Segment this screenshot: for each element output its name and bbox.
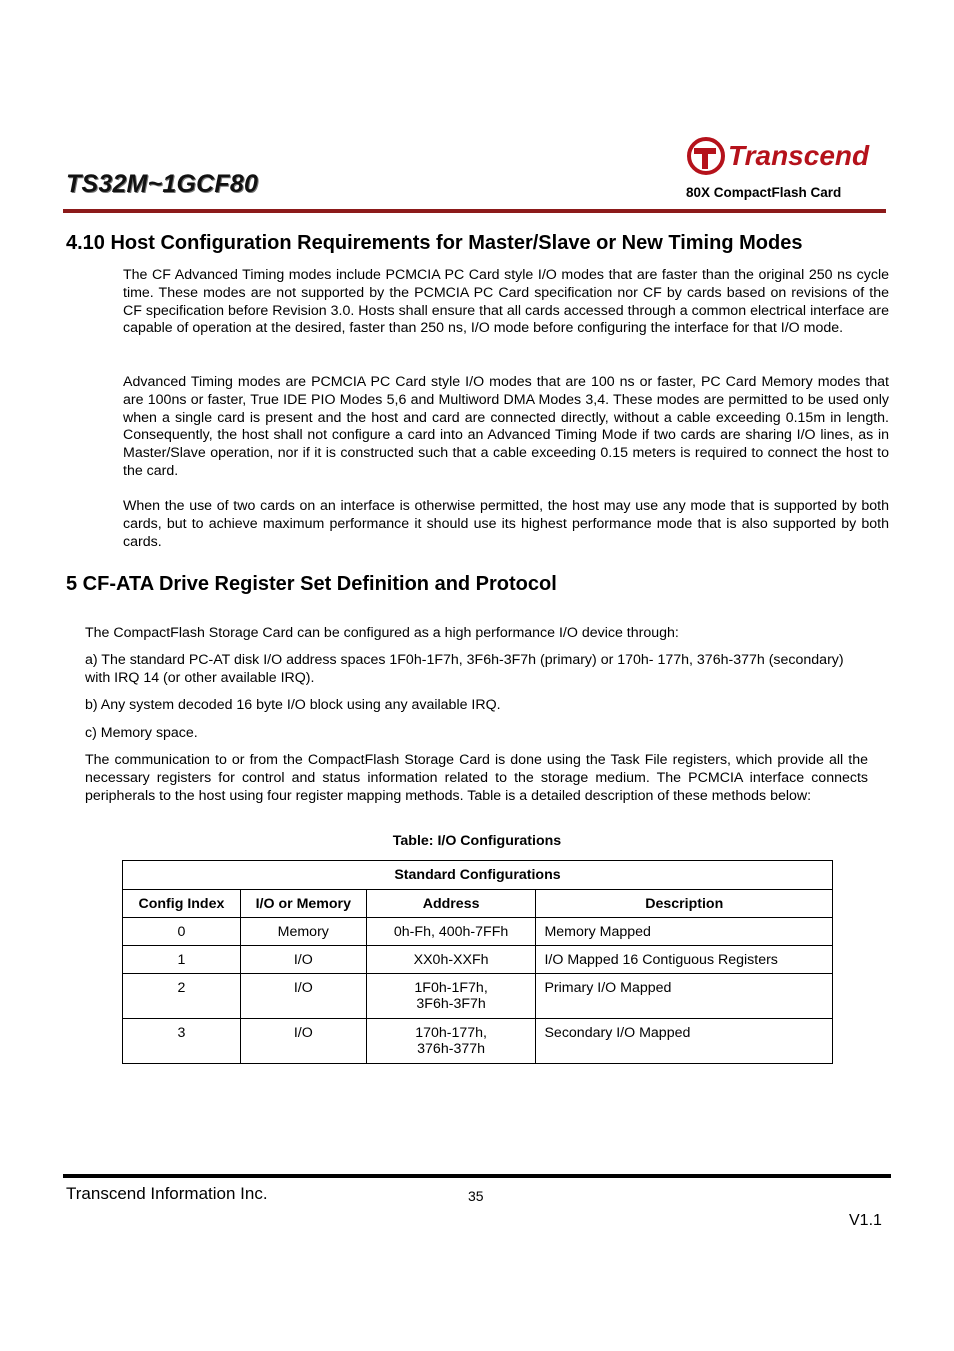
- paragraph-advanced-timing-intro: The CF Advanced Timing modes include PCMCIA PC Card style I/O modes that are faster than the original 250 ns cycle time. These modes are not supported by the PCMCIA PC Card specification nor CF by cards based on revisions of the CF specification before Revision 3.0. Hosts shall ensure that all cards accessed through a common electrical interface are capable of operation at the desired, faster than 250 ns, I/O mode before configuring the interface for that I/O mode.: [123, 267, 889, 337]
- table-group-header: Standard Configurations: [123, 861, 833, 890]
- cell-address: XX0h-XXFh: [366, 946, 536, 974]
- column-header-config-index: Config Index: [123, 890, 241, 918]
- io-configurations-table: [122, 860, 833, 1064]
- table-header-row: [123, 890, 833, 918]
- cell-description: I/O Mapped 16 Contiguous Registers: [536, 946, 833, 974]
- list-item-a: a) The standard PC-AT disk I/O address spaces 1F0h-1F7h, 3F6h-3F7h (primary) or 170h- 177h, 376h-377h (secondary) with IRQ 14 (or other available IRQ).: [85, 652, 844, 686]
- brand-wordmark: Transcend: [728, 140, 870, 171]
- paragraph-two-cards: When the use of two cards on an interface is otherwise permitted, the host may use any mode that is supported by both cards, but to achieve maximum performance it should use its highest performance mode that is also supported by both cards.: [123, 498, 889, 550]
- cell-io-or-memory: I/O: [240, 974, 366, 1019]
- footer-divider: [63, 1174, 891, 1178]
- column-header-description: Description: [536, 890, 833, 918]
- table-row: [123, 1019, 833, 1064]
- product-title: TS32M~1GCF80: [66, 170, 259, 198]
- address-line: 1F0h-1F7h,: [414, 980, 488, 996]
- table-row: [123, 918, 833, 946]
- cell-address: [366, 1019, 536, 1064]
- cell-config-index: 2: [123, 974, 241, 1019]
- column-header-address: Address: [366, 890, 536, 918]
- address-line: 170h-177h,: [415, 1025, 487, 1041]
- page-number: 35: [468, 1188, 484, 1204]
- cell-config-index: 3: [123, 1019, 241, 1064]
- table-caption: Table: I/O Configurations: [392, 833, 562, 849]
- address-line: 376h-377h: [417, 1041, 486, 1057]
- table-row: [123, 974, 833, 1019]
- list-item-b: b) Any system decoded 16 byte I/O block using any available IRQ.: [85, 697, 501, 713]
- document-version: V1.1: [849, 1212, 882, 1229]
- section-heading-4-10: 4.10 Host Configuration Requirements for Master/Slave or New Timing Modes: [66, 232, 803, 254]
- paragraph-task-file: The communication to or from the CompactFlash Storage Card is done using the Task File registers, which provide all the necessary registers for control and status information related to the storage medium. The PCMCIA interface connects peripherals to the host using four register mapping methods. Table is a detailed description of these methods below:: [85, 752, 868, 804]
- column-header-io-or-memory: I/O or Memory: [240, 890, 366, 918]
- cell-io-or-memory: Memory: [240, 918, 366, 946]
- table-group-header-row: [123, 861, 833, 890]
- address-line: 3F6h-3F7h: [416, 996, 486, 1012]
- product-subtitle: 80X CompactFlash Card: [686, 185, 842, 200]
- cell-description: Memory Mapped: [536, 918, 833, 946]
- header-divider: [63, 209, 886, 213]
- cell-description: Primary I/O Mapped: [536, 974, 833, 1019]
- paragraph-advanced-timing-modes: Advanced Timing modes are PCMCIA PC Card style I/O modes that are 100 ns or faster, PC Card Memory modes that are 100ns or faster, True IDE PIO Modes 5,6 and Multiword DMA Modes 3,4. These modes are permitted to be used only when a single card is present and the host and card are connected directly, without a cable exceeding 0.15m in length. Consequently, the host shall not configure a card into an Advanced Timing Mode if two cards are sharing I/O lines, as in Master/Slave operation, nor if it is constructed such that a cable exceeding 0.15 meters is required to connect the host to the card.: [123, 374, 889, 479]
- cell-description: Secondary I/O Mapped: [536, 1019, 833, 1064]
- transcend-logo: [686, 134, 882, 178]
- cell-address: [366, 974, 536, 1019]
- paragraph-io-intro: The CompactFlash Storage Card can be configured as a high performance I/O device through:: [85, 625, 679, 641]
- section-heading-5: 5 CF-ATA Drive Register Set Definition and Protocol: [66, 573, 557, 595]
- cell-config-index: 1: [123, 946, 241, 974]
- transcend-logo-mark: [686, 134, 882, 178]
- cell-address: 0h-Fh, 400h-7FFh: [366, 918, 536, 946]
- cell-io-or-memory: I/O: [240, 1019, 366, 1064]
- list-item-c: c) Memory space.: [85, 725, 198, 741]
- footer-company: Transcend Information Inc.: [66, 1184, 268, 1203]
- cell-io-or-memory: I/O: [240, 946, 366, 974]
- table-row: [123, 946, 833, 974]
- cell-config-index: 0: [123, 918, 241, 946]
